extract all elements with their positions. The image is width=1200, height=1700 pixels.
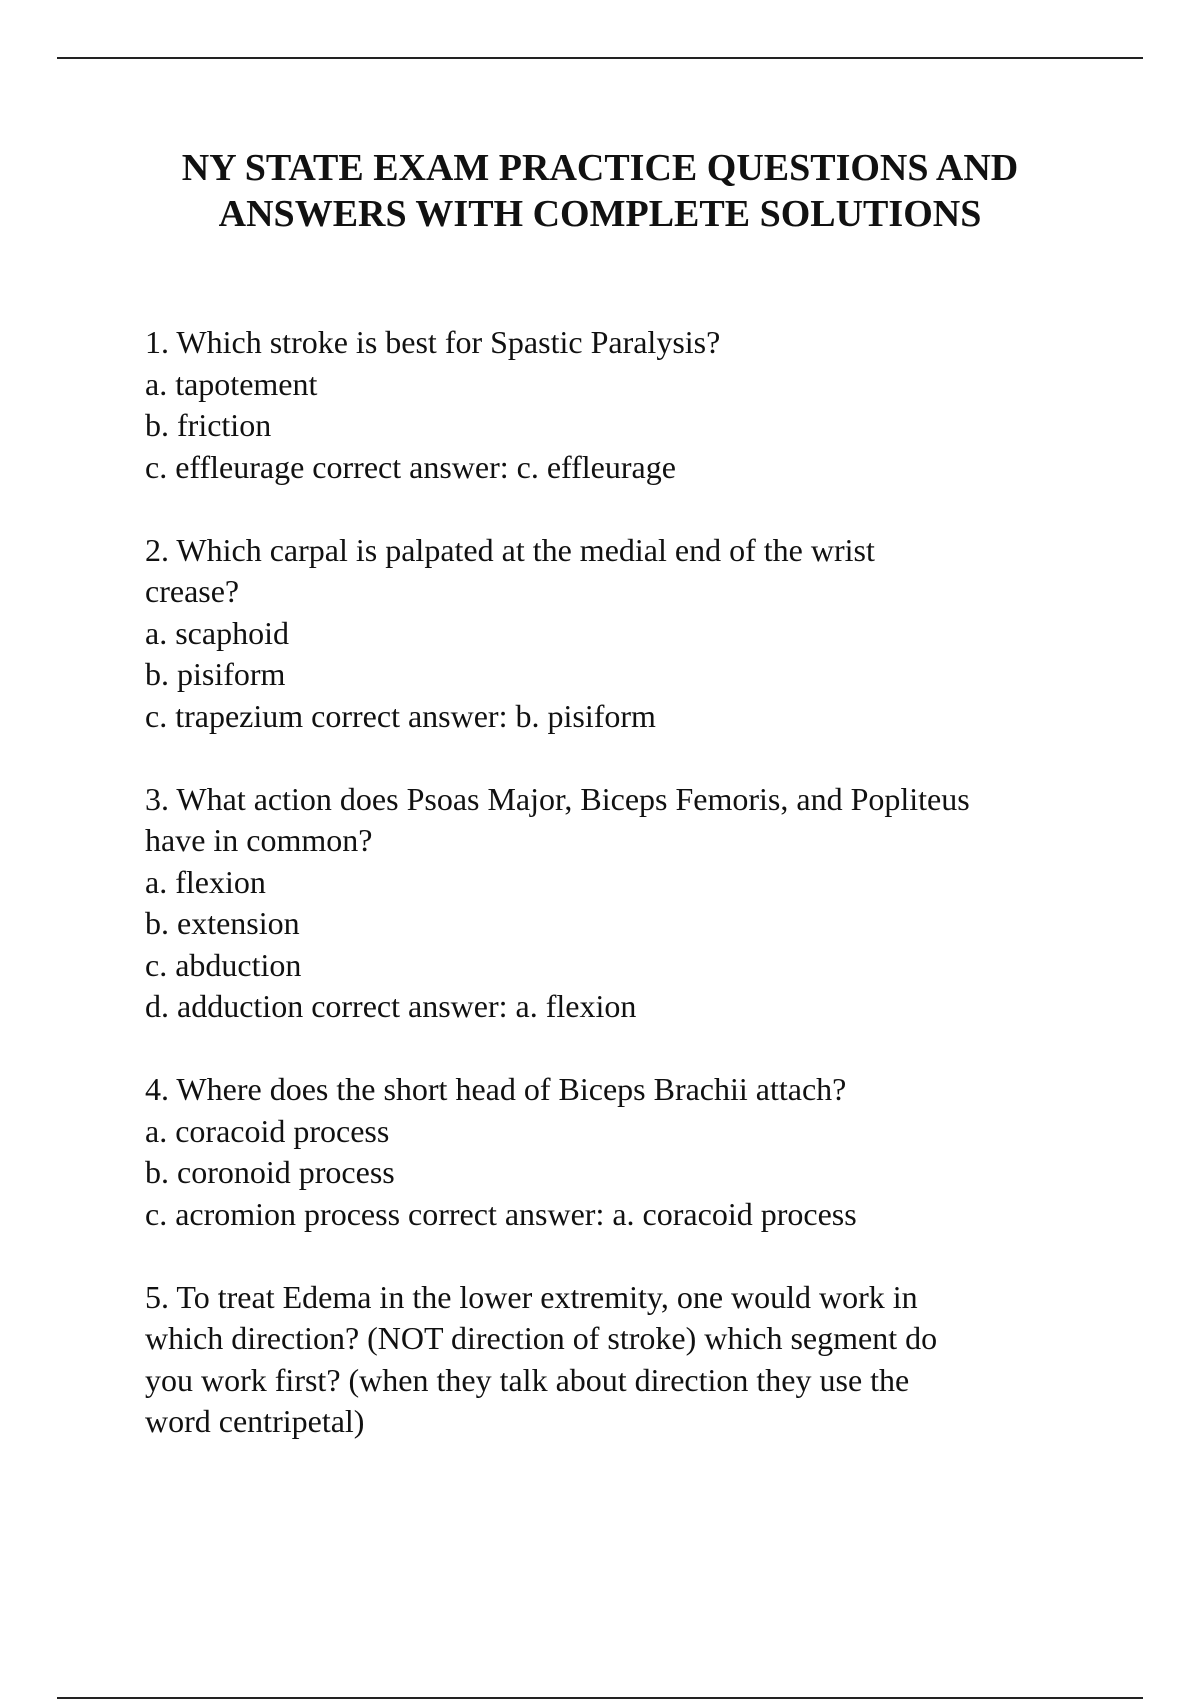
bottom-rule	[57, 1697, 1143, 1699]
top-rule	[57, 57, 1143, 59]
question-2-option-a: a. scaphoid	[145, 614, 289, 651]
question-4	[145, 1069, 1105, 1235]
question-2-prompt: 2. Which carpal is palpated at the medial end of the wrist	[145, 531, 875, 568]
question-1-prompt: 1. Which stroke is best for Spastic Paralysis?	[145, 324, 721, 360]
document-body	[145, 322, 1105, 1484]
question-2-prompt-cont: crease?	[145, 573, 240, 609]
question-2-option-c-answer: c. trapezium correct answer: b. pisiform	[145, 697, 656, 734]
question-3-option-d-answer: d. adduction correct answer: a. flexion	[145, 988, 637, 1024]
question-5-line-2: which direction? (NOT direction of stroke) which segment do	[145, 1320, 938, 1356]
question-5-line-1: 5. To treat Edema in the lower extremity, one would work in	[145, 1278, 918, 1315]
question-1-option-b: b. friction	[145, 407, 272, 443]
question-5	[145, 1277, 1105, 1443]
question-3-prompt: 3. What action does Psoas Major, Biceps Femoris, and Popliteus	[145, 780, 970, 817]
question-4-option-c-answer: c. acromion process correct answer: a. coracoid process	[145, 1195, 857, 1232]
question-1-option-c-answer: c. effleurage correct answer: c. effleurage	[145, 448, 676, 485]
title-line-2: ANSWERS WITH COMPLETE SOLUTIONS	[218, 193, 982, 235]
question-4-prompt: 4. Where does the short head of Biceps Brachii attach?	[145, 1071, 847, 1107]
question-2-option-b: b. pisiform	[145, 656, 286, 692]
question-4-option-a: a. coracoid process	[145, 1112, 390, 1149]
title-line-1: NY STATE EXAM PRACTICE QUESTIONS AND	[181, 147, 1019, 189]
page-title	[57, 145, 1143, 237]
question-3	[145, 779, 1105, 1028]
question-1-option-a: a. tapotement	[145, 365, 318, 402]
question-2	[145, 530, 1105, 738]
question-3-option-a: a. flexion	[145, 863, 266, 900]
question-4-option-b: b. coronoid process	[145, 1154, 395, 1190]
question-3-prompt-cont: have in common?	[145, 822, 373, 858]
question-1	[145, 322, 1105, 488]
question-3-option-b: b. extension	[145, 905, 300, 941]
question-5-line-4: word centripetal)	[145, 1403, 365, 1439]
question-3-option-c: c. abduction	[145, 946, 302, 983]
question-5-line-3: you work first? (when they talk about direction they use the	[145, 1361, 910, 1398]
